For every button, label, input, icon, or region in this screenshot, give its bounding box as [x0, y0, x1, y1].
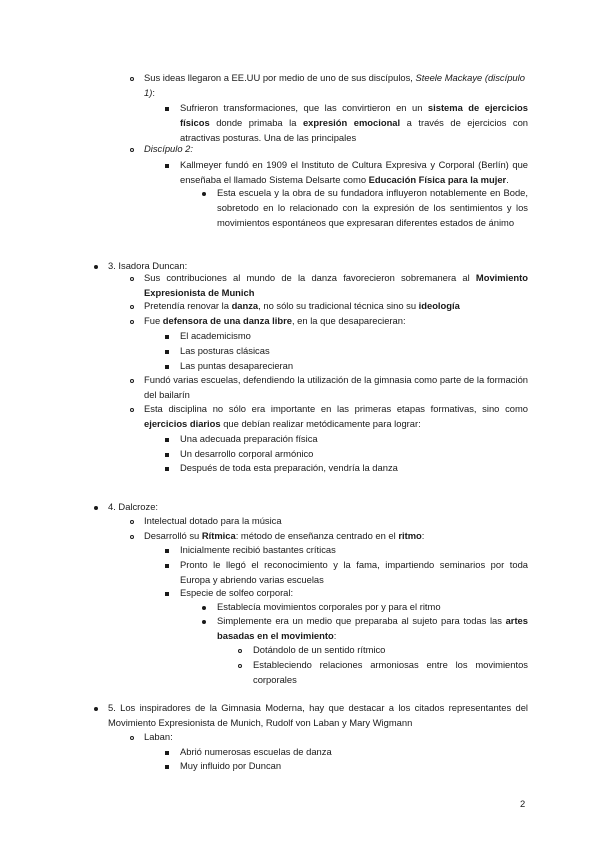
circle-bullet-icon	[238, 664, 242, 668]
list-item: Un desarrollo corporal armónico	[180, 448, 314, 459]
dot-bullet-icon	[202, 620, 206, 624]
square-bullet-icon	[165, 765, 169, 769]
list-item: Sufrieron transformaciones, que las convirtieron en un sistema de ejercicios físicos donde primaba la expresión emocional a través de ejercicios con atractivas posturas. Una de las principales	[180, 102, 529, 143]
list-item: Intelectual dotado para la música	[144, 515, 282, 526]
list-item: El academicismo	[180, 330, 251, 341]
dot-bullet-icon	[94, 707, 98, 711]
circle-bullet-icon	[130, 277, 134, 281]
list-item: Simplemente era un medio que preparaba al sujeto para todas las artes basadas en el movimiento:	[217, 615, 528, 641]
circle-bullet-icon	[130, 520, 134, 524]
list-item: Desarrolló su Rítmica: método de enseñanza centrado en el ritmo:	[144, 530, 425, 541]
square-bullet-icon	[165, 751, 169, 755]
list-item: Estableciendo relaciones armoniosas entre los movimientos corporales	[253, 659, 528, 685]
square-bullet-icon	[165, 467, 169, 471]
list-item: Inicialmente recibió bastantes críticas	[180, 544, 336, 555]
circle-bullet-icon	[130, 305, 134, 309]
square-bullet-icon	[165, 335, 169, 339]
square-bullet-icon	[165, 350, 169, 354]
dot-bullet-icon	[202, 606, 206, 610]
circle-bullet-icon	[130, 379, 134, 383]
list-item: Sus contribuciones al mundo de la danza favorecieron sobremanera al Movimiento Expresionista de Munich	[144, 272, 528, 298]
circle-bullet-icon	[130, 736, 134, 740]
list-item: Las posturas clásicas	[180, 345, 270, 356]
section-heading: 3. Isadora Duncan:	[108, 260, 188, 271]
square-bullet-icon	[165, 564, 169, 568]
circle-bullet-icon	[238, 649, 242, 653]
list-item: Después de toda esta preparación, vendría la danza	[180, 462, 398, 473]
list-item: Sus ideas llegaron a EE.UU por medio de uno de sus discípulos, Steele Mackaye (discípulo 1):	[144, 72, 525, 98]
list-item: Dotándolo de un sentido rítmico	[253, 644, 386, 655]
circle-bullet-icon	[130, 77, 134, 81]
list-item: Pretendía renovar la danza, no sólo su tradicional técnica sino su ideología	[144, 300, 460, 311]
square-bullet-icon	[165, 438, 169, 442]
list-item: Pronto le llegó el reconocimiento y la fama, impartiendo seminarios por toda Europa y abriendo varias escuelas	[180, 559, 528, 585]
list-item: Kallmeyer fundó en 1909 el Instituto de Cultura Expresiva y Corporal (Berlín) que enseñaba el llamado Sistema Delsarte como Educación Física para la mujer.	[180, 159, 528, 185]
section-heading: 5. Los inspiradores de la Gimnasia Moderna, hay que destacar a los citados representantes del Movimiento Expresionista de Munich, Rudolf von Laban y Mary Wigmann	[108, 702, 528, 728]
section-heading: 4. Dalcroze:	[108, 501, 159, 512]
list-item: Fue defensora de una danza libre, en la que desaparecieran:	[144, 315, 406, 326]
circle-bullet-icon	[130, 148, 134, 152]
square-bullet-icon	[165, 365, 169, 369]
square-bullet-icon	[165, 107, 169, 111]
square-bullet-icon	[165, 592, 169, 596]
circle-bullet-icon	[130, 535, 134, 539]
list-item: Establecía movimientos corporales por y para el ritmo	[217, 601, 441, 612]
dot-bullet-icon	[94, 265, 98, 269]
list-item: Esta disciplina no sólo era importante en las primeras etapas formativas, sino como ejercicios diarios que debían realizar metódicamente para lograr:	[144, 403, 528, 429]
list-item: Esta escuela y la obra de su fundadora influyeron notablemente en Bode, sobretodo en lo relacionado con la expresión de los sentimientos y los movimientos espontáneos que expresaran diferentes estados de ánimo	[217, 187, 528, 228]
list-item: Fundó varias escuelas, defendiendo la utilización de la gimnasia como parte de la formación del bailarín	[144, 374, 528, 400]
dot-bullet-icon	[94, 506, 98, 510]
square-bullet-icon	[165, 453, 169, 457]
list-item: Abrió numerosas escuelas de danza	[180, 746, 332, 757]
list-item: Muy influido por Duncan	[180, 760, 282, 771]
circle-bullet-icon	[130, 320, 134, 324]
list-item: Una adecuada preparación física	[180, 433, 318, 444]
list-item: Las puntas desaparecieran	[180, 360, 294, 371]
square-bullet-icon	[165, 164, 169, 168]
circle-bullet-icon	[130, 408, 134, 412]
list-item: Especie de solfeo corporal:	[180, 587, 294, 598]
dot-bullet-icon	[202, 192, 206, 196]
page-number: 2	[520, 798, 526, 809]
square-bullet-icon	[165, 549, 169, 553]
list-item: Discípulo 2:	[144, 143, 193, 154]
list-item: Laban:	[144, 731, 173, 742]
